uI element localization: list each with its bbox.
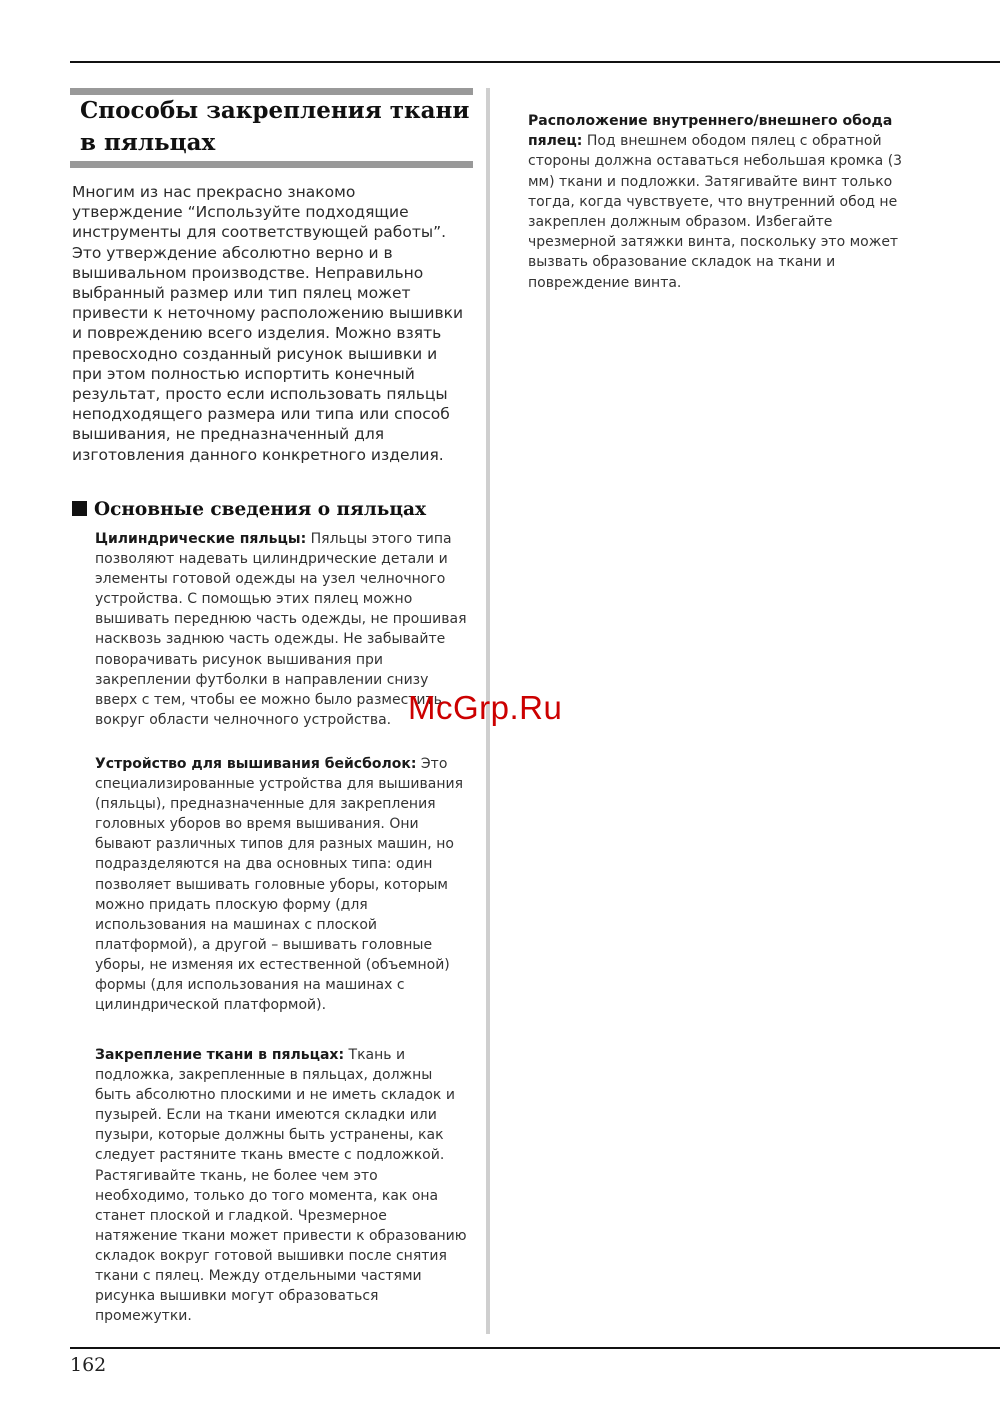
paragraph-text: Под внешнем ободом пялец с обратной стороны должна оставаться небольшая кромка (3 мм) ткани и подложки. Затягивайте винт только тогда, когда чувствуете, что внутренний обод не закреплен должным образом. Избегайте чрезмерной затяжки винта, поскольку это может вызвать образование складок на ткани и повреждение винта. <box>528 133 903 291</box>
paragraph-hooping-fabric <box>95 1045 471 1326</box>
paragraph-text: Пяльцы этого типа позволяют надевать цилиндрические детали и элементы готовой одежды на узел челночного устройства. С помощью этих пялец можно вышивать переднюю часть одежды, не прошивая насквозь заднюю часть одежды. Не забывайте поворачивать рисунок вышивания при закреплении футболки в направлении снизу вверх с тем, чтобы ее можно было разместить вокруг области челночного устройства. <box>95 531 467 728</box>
title-bottom-bar <box>70 161 473 168</box>
section-heading-text: Основные сведения о пяльцах <box>94 499 427 520</box>
paragraph-term: Устройство для вышивания бейсболок: <box>95 756 417 772</box>
paragraph-text: Ткань и подложка, закрепленные в пяльцах, должны быть абсолютно плоскими и не иметь складок и пузырей. Если на ткани имеются складки или пузыри, которые должны быть устранены, как следует растяните ткань вместе с подложкой. Растягивайте ткань, не более чем это необходимо, только до того момента, как она станет плоской и гладкой. Чрезмерное натяжение ткани может привести к образованию складок вокруг готовой вышивки после снятия ткани с пялец. Между отдельными частями рисунка вышивки могут образоваться промежутки. <box>95 1047 467 1325</box>
page-title: Способы закрепления ткани в пяльцах <box>80 97 470 156</box>
title-top-bar <box>70 88 473 95</box>
paragraph-term: Расположение внутреннего/внешнего обода пялец: <box>528 113 893 150</box>
paragraph-cap-frames <box>95 754 471 1015</box>
paragraph-text: Это специализированные устройства для вышивания (пяльцы), предназначенные для закрепления головных уборов во время вышивания. Они бывают различных типов для разных машин, но подразделяются на два основных типа: один позволяет вышивать головные уборы, которым можно придать плоскую форму (для использования на машинах с плоской платформой), а другой – вышивать головные уборы, не изменяя их естественной (объемной) формы (для использования на машинах с цилиндрической платформой). <box>95 756 464 1014</box>
paragraph-term: Закрепление ткани в пяльцах: <box>95 1047 345 1063</box>
paragraph-hoop-frame-position <box>528 111 908 293</box>
footer-rule <box>70 1347 1000 1349</box>
section-square-icon <box>72 501 87 516</box>
section-heading <box>72 497 472 523</box>
watermark: McGrp.Ru <box>408 689 563 726</box>
header-rule <box>70 61 1000 63</box>
page-number: 162 <box>70 1354 107 1376</box>
intro-paragraph: Многим из нас прекрасно знакомо утверждение “Используйте подходящие инструменты для соответствующей работы”. Это утверждение абсолютно верно и в вышивальном производстве. Неправильно выбранный размер или тип пялец может привести к неточному расположению вышивки и повреждению всего изделия. Можно взять превосходно созданный рисунок вышивки и при этом полностью испортить конечный результат, просто если использовать пяльцы неподходящего размера или типа или способ вышивания, не предназначенный для изготовления данного конкретного изделия. <box>72 183 464 464</box>
paragraph-term: Цилиндрические пяльцы: <box>95 531 307 547</box>
